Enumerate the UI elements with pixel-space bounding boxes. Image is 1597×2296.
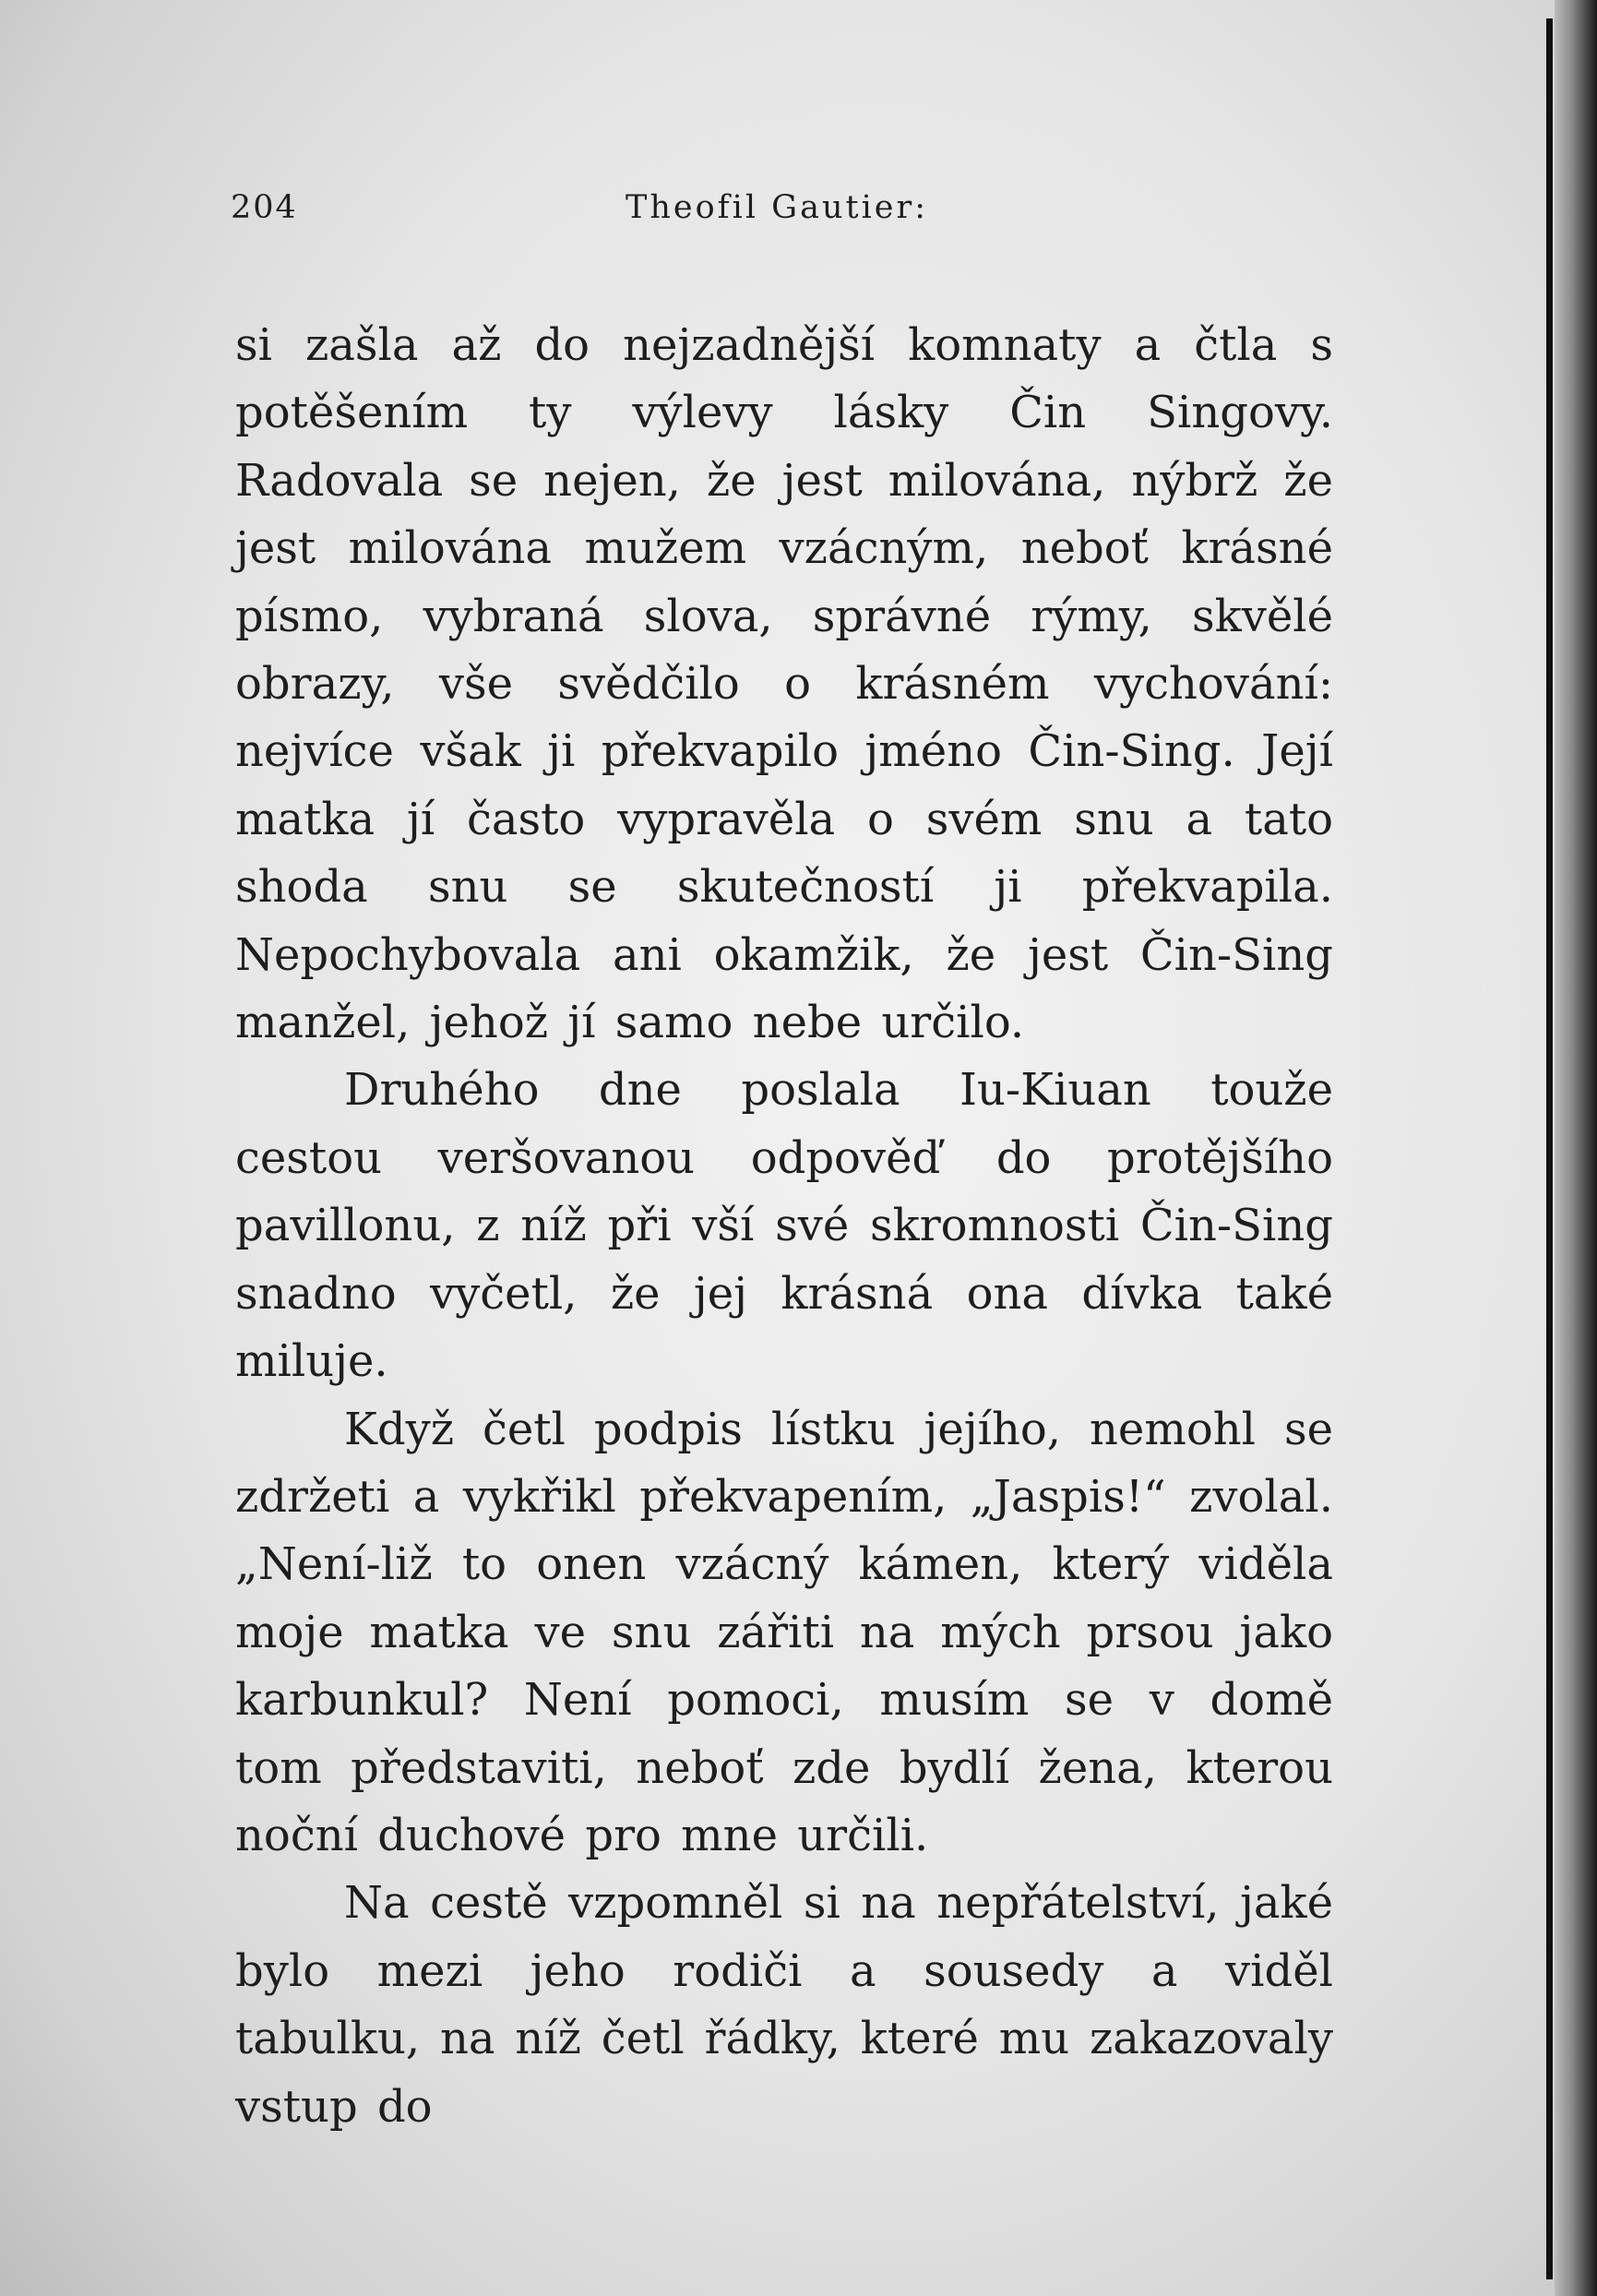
binding-edge-line — [1546, 18, 1553, 2279]
paragraph: Když četl podpis lístku jejího, nemohl se zdržeti a vykřikl překvapením, „Jaspis!“ zvolal. „Není-liž to onen vzácný kámen, který viděla moje matka ve snu zářiti na mých prsou jako karbunkul? Není pomoci, musím se v domě tom představiti, neboť zde bydlí žena, kterou noční duchové pro mne určili. — [235, 1403, 1333, 1861]
page-edge-shadow — [1555, 0, 1597, 2296]
paragraph: si zašla až do nejzadnější komnaty a čtla s potěšením ty výlevy lásky Čin Singovy. Radovala se nejen, že jest milována, nýbrž že jest milována mužem vzácným, neboť krásné písmo, vybraná slova, správné rýmy, skvělé obrazy, vše svědčilo o krásném vychování: nejvíce však ji překvapilo jméno Čin-Sing. Její matka jí často vypravěla o svém snu a tato shoda snu se skutečností ji překvapila. Nepochybovala ani okamžik, že jest Čin-Sing manžel, jehož jí samo nebe určilo. — [235, 319, 1333, 1049]
page-number: 204 — [231, 189, 298, 226]
body-text — [235, 312, 1333, 2141]
page-header — [231, 189, 932, 235]
running-title: Theofil Gautier: — [626, 189, 928, 226]
paragraph: Druhého dne poslala Iu-Kiuan touže cestou veršovanou odpověď do protějšího pavillonu, z níž při vší své skromnosti Čin-Sing snadno vyčetl, že jej krásná ona dívka také miluje. — [235, 1064, 1333, 1388]
paragraph: Na cestě vzpomněl si na nepřátelství, jaké bylo mezi jeho rodiči a sousedy a viděl tabulku, na níž četl řádky, které mu zakazovaly vstup do — [235, 1877, 1333, 2133]
